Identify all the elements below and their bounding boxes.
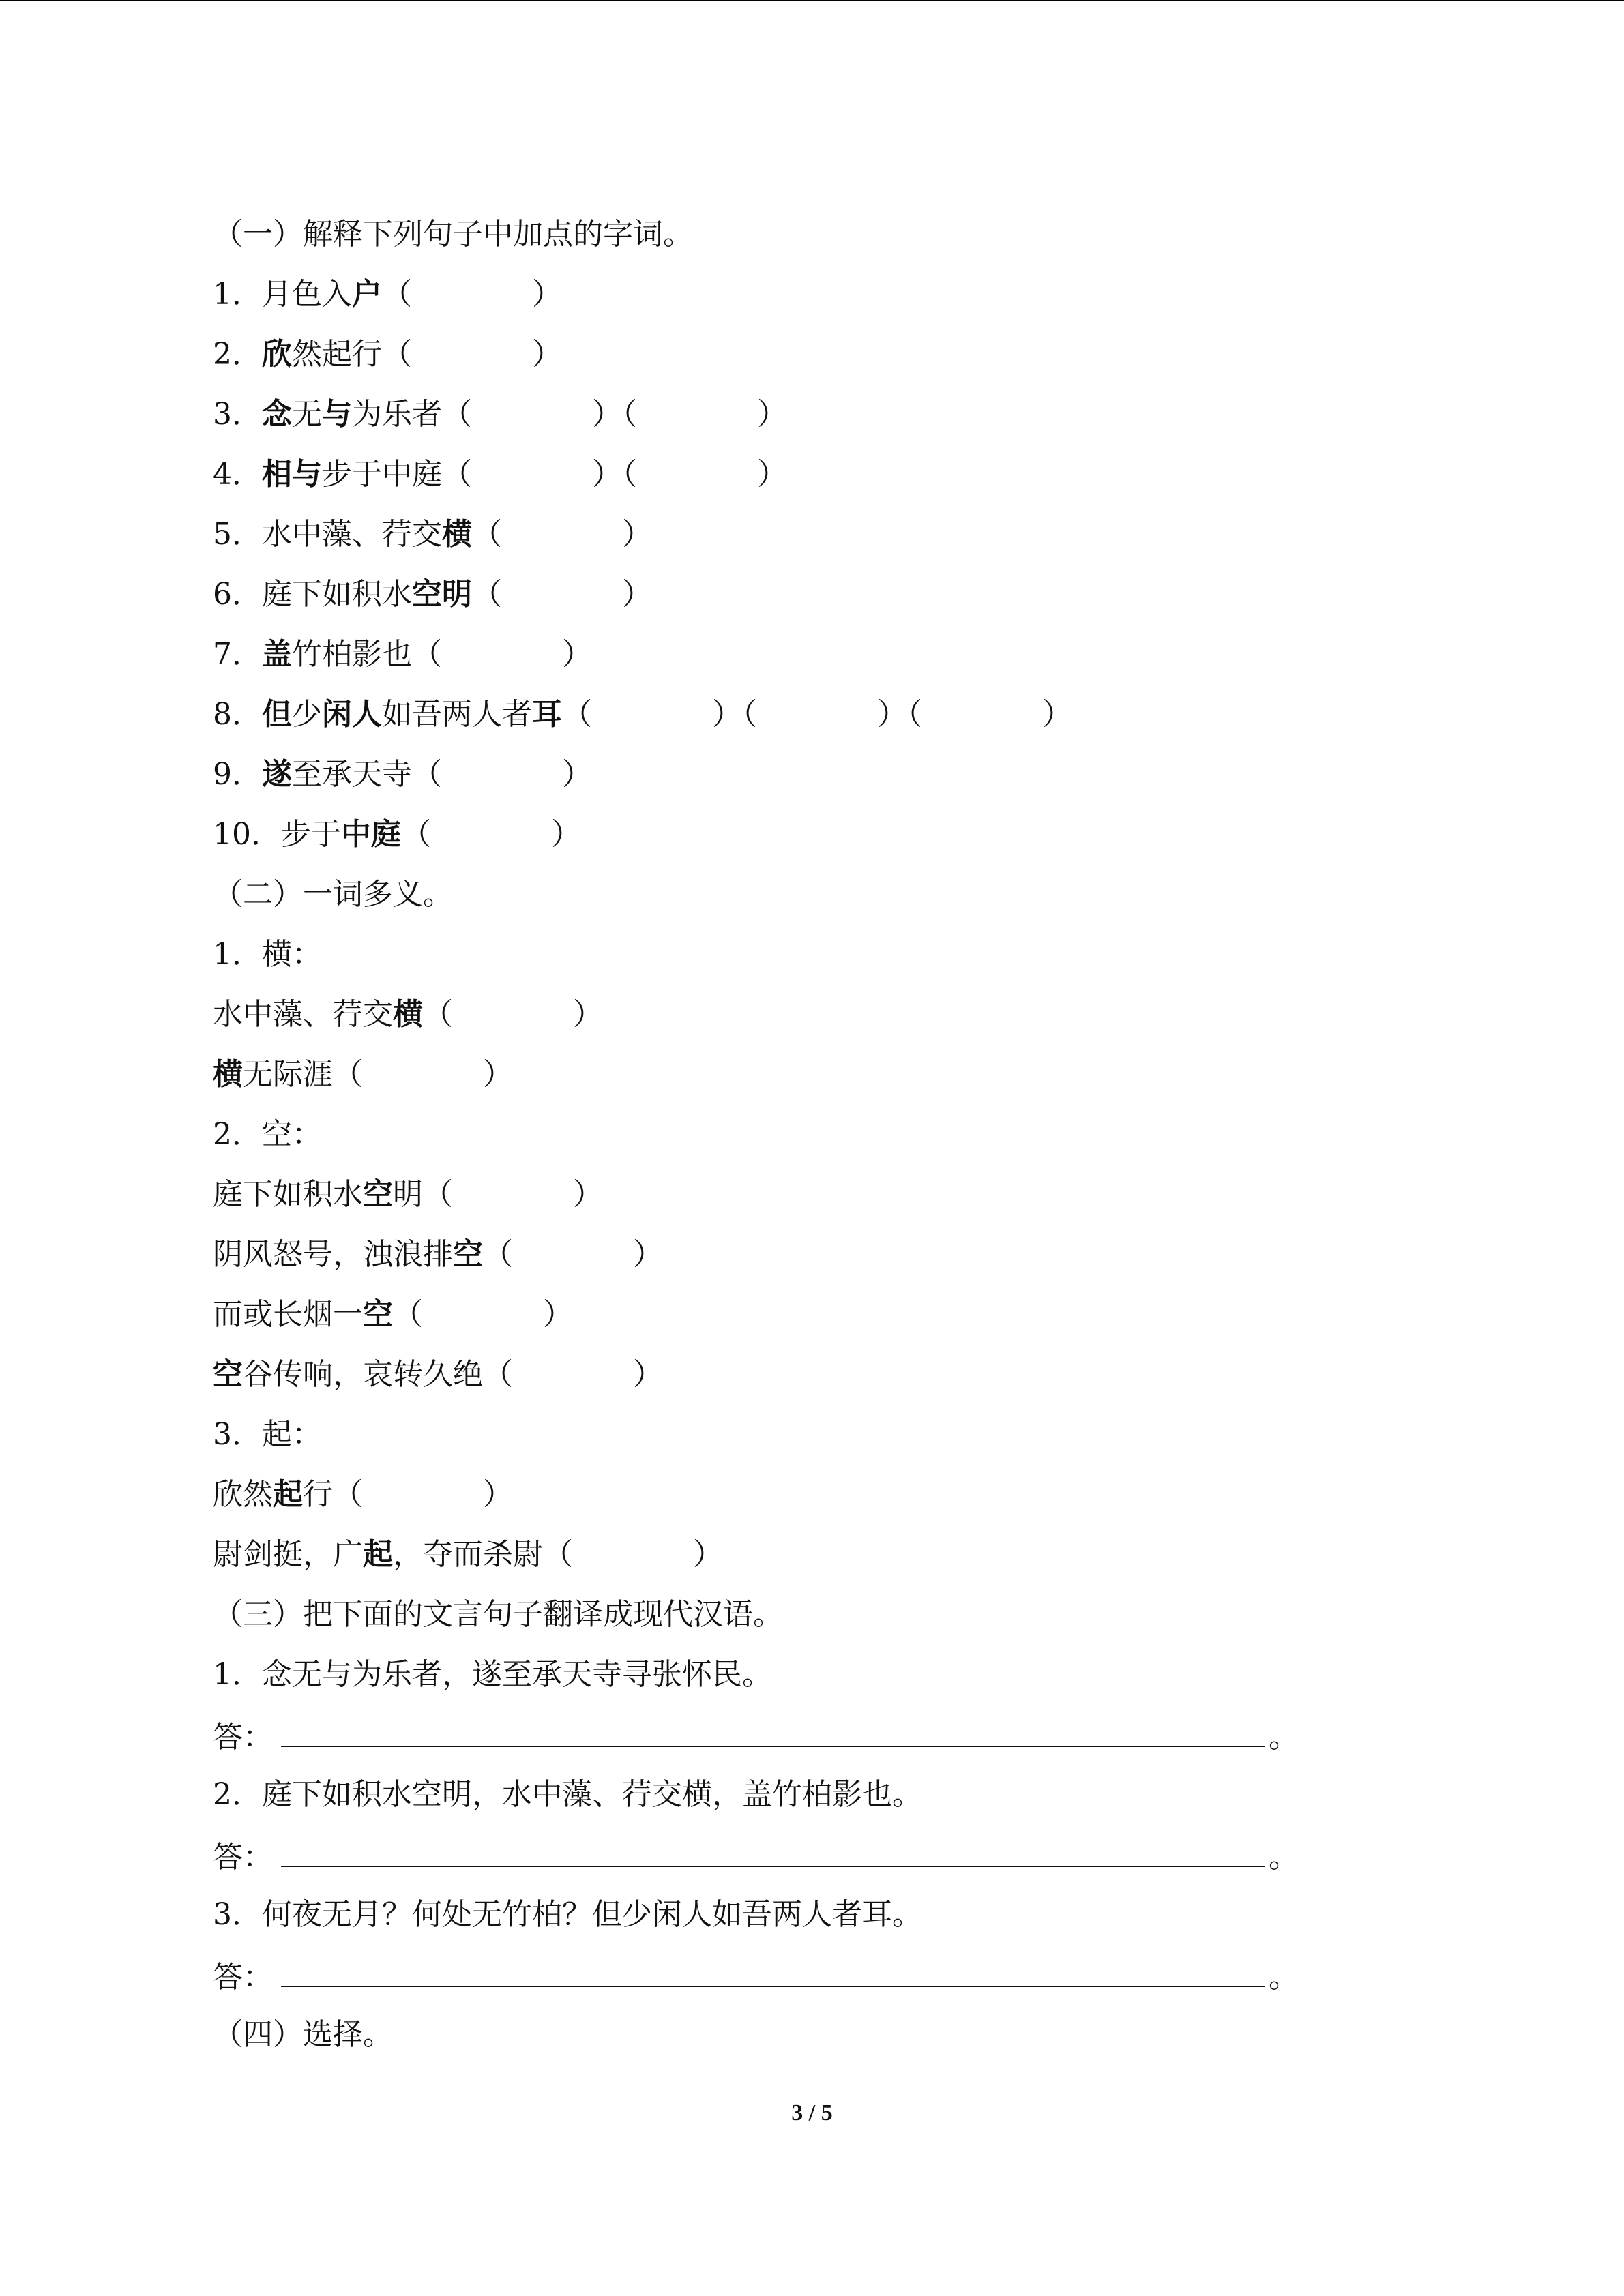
answer-blank[interactable] — [281, 1705, 1265, 1747]
worksheet-line — [213, 805, 1386, 865]
answer-label: 答： — [213, 1960, 273, 1995]
line-text: 明（ ） — [393, 1177, 603, 1212]
worksheet-line — [213, 1345, 1386, 1405]
line-text: 庭下如积水 — [213, 1177, 363, 1212]
emphasized-word: 盖 — [262, 637, 292, 672]
line-text: 至承天寺（ ） — [292, 757, 592, 792]
emphasized-word: 起 — [363, 1537, 393, 1572]
line-text: 9． — [213, 757, 262, 792]
worksheet-line — [213, 565, 1386, 625]
emphasized-word: 空明 — [412, 577, 472, 612]
emphasized-word: 念 — [262, 397, 292, 432]
answer-end-mark: 。 — [1269, 1720, 1299, 1755]
line-text: 然起行（ ） — [292, 337, 562, 372]
line-text: （四）选择。 — [213, 2017, 393, 2052]
answer-blank[interactable] — [281, 1945, 1265, 1987]
line-text: 阴风怒号，浊浪排 — [213, 1237, 453, 1272]
emphasized-word: 耳 — [532, 697, 562, 732]
line-text: 步于中庭（ ）（ ） — [322, 457, 787, 492]
emphasized-word: 起 — [273, 1477, 303, 1512]
line-text: （ ）（ ）（ ） — [562, 697, 1072, 732]
line-text: 如吾两人者 — [382, 697, 532, 732]
line-text: 为乐者（ ）（ ） — [352, 397, 787, 432]
emphasized-word: 空 — [453, 1237, 483, 1272]
line-text: （二）一词多义。 — [213, 877, 453, 912]
emphasized-word: 但 — [262, 697, 292, 732]
worksheet-line — [213, 1765, 1386, 1825]
worksheet-line — [213, 505, 1386, 565]
answer-label: 答： — [213, 1720, 273, 1755]
emphasized-word: 横 — [442, 517, 472, 552]
line-text: （ ） — [382, 277, 562, 312]
line-text: 欣然 — [213, 1477, 273, 1512]
page-number: 3 / 5 — [791, 2100, 833, 2126]
worksheet-line — [213, 625, 1386, 685]
worksheet-line — [213, 1105, 1386, 1165]
line-text: 5．水中藻、荇交 — [213, 517, 442, 552]
worksheet-line — [213, 1645, 1386, 1705]
line-text: 无际涯（ ） — [243, 1057, 513, 1092]
worksheet-line — [213, 265, 1386, 325]
line-text: 水中藻、荇交 — [213, 997, 393, 1032]
worksheet-line — [213, 685, 1386, 745]
line-text: （三）把下面的文言句子翻译成现代汉语。 — [213, 1597, 783, 1632]
worksheet-line — [213, 925, 1386, 985]
answer-label: 答： — [213, 1840, 273, 1875]
emphasized-word: 横 — [213, 1057, 243, 1092]
line-text: （一）解释下列句子中加点的字词。 — [213, 217, 693, 252]
worksheet-line — [213, 385, 1386, 445]
worksheet-line — [213, 1465, 1386, 1525]
emphasized-word: 中庭 — [341, 817, 401, 852]
worksheet-line — [213, 1165, 1386, 1225]
worksheet-line — [213, 2005, 1386, 2065]
line-text: 3．何夜无月？何处无竹柏？但少闲人如吾两人者耳。 — [213, 1897, 922, 1932]
answer-end-mark: 。 — [1269, 1840, 1299, 1875]
line-text: 2．庭下如积水空明，水中藻、荇交横，盖竹柏影也。 — [213, 1777, 922, 1812]
line-text: 3．起： — [213, 1417, 322, 1452]
line-text: 少 — [292, 697, 322, 732]
line-text: 而或长烟一 — [213, 1297, 363, 1332]
worksheet-line — [213, 1525, 1386, 1585]
worksheet-line — [213, 445, 1386, 505]
line-text: 1．念无与为乐者，遂至承天寺寻张怀民。 — [213, 1657, 772, 1692]
line-text: 3． — [213, 397, 262, 432]
line-text: （ ） — [472, 577, 652, 612]
line-text: 7． — [213, 637, 262, 672]
worksheet-line — [213, 325, 1386, 385]
line-text: （ ） — [401, 817, 581, 852]
line-text: 1．月色入 — [213, 277, 352, 312]
line-text: 谷传响，哀转久绝（ ） — [243, 1357, 663, 1392]
line-text: 无 — [292, 397, 322, 432]
answer-end-mark: 。 — [1269, 1960, 1299, 1995]
line-text: （ ） — [472, 517, 652, 552]
worksheet-line — [213, 1045, 1386, 1105]
worksheet-line — [213, 205, 1386, 265]
worksheet-line — [213, 1405, 1386, 1465]
worksheet-body — [213, 205, 1386, 2065]
worksheet-line — [213, 1225, 1386, 1285]
emphasized-word: 闲人 — [322, 697, 382, 732]
line-text: （ ） — [483, 1237, 663, 1272]
worksheet-line — [213, 1285, 1386, 1345]
line-text: 8． — [213, 697, 262, 732]
worksheet-line — [213, 745, 1386, 805]
line-text: 1．横： — [213, 937, 322, 972]
worksheet-line — [213, 1585, 1386, 1645]
emphasized-word: 户 — [352, 277, 382, 312]
answer-line — [213, 1825, 1386, 1885]
line-text: （ ） — [393, 1297, 573, 1332]
emphasized-word: 相与 — [262, 457, 322, 492]
line-text: 行（ ） — [303, 1477, 513, 1512]
line-text: （ ） — [423, 997, 603, 1032]
emphasized-word: 空 — [213, 1357, 243, 1392]
line-text: 2． — [213, 337, 262, 372]
line-text: 尉剑挺，广 — [213, 1537, 363, 1572]
emphasized-word: 与 — [322, 397, 352, 432]
answer-blank[interactable] — [281, 1825, 1265, 1867]
emphasized-word: 空 — [363, 1297, 393, 1332]
emphasized-word: 欣 — [262, 337, 292, 372]
line-text: ，夺而杀尉（ ） — [393, 1537, 723, 1572]
line-text: 4． — [213, 457, 262, 492]
emphasized-word: 横 — [393, 997, 423, 1032]
emphasized-word: 遂 — [262, 757, 292, 792]
line-text: 2．空： — [213, 1117, 322, 1152]
line-text: 6．庭下如积水 — [213, 577, 412, 612]
worksheet-line — [213, 985, 1386, 1045]
emphasized-word: 空 — [363, 1177, 393, 1212]
top-border — [0, 0, 1624, 1]
line-text: 竹柏影也（ ） — [292, 637, 592, 672]
answer-line — [213, 1945, 1386, 2005]
line-text: 10．步于 — [213, 817, 341, 852]
worksheet-line — [213, 865, 1386, 925]
answer-line — [213, 1705, 1386, 1765]
worksheet-line — [213, 1885, 1386, 1945]
